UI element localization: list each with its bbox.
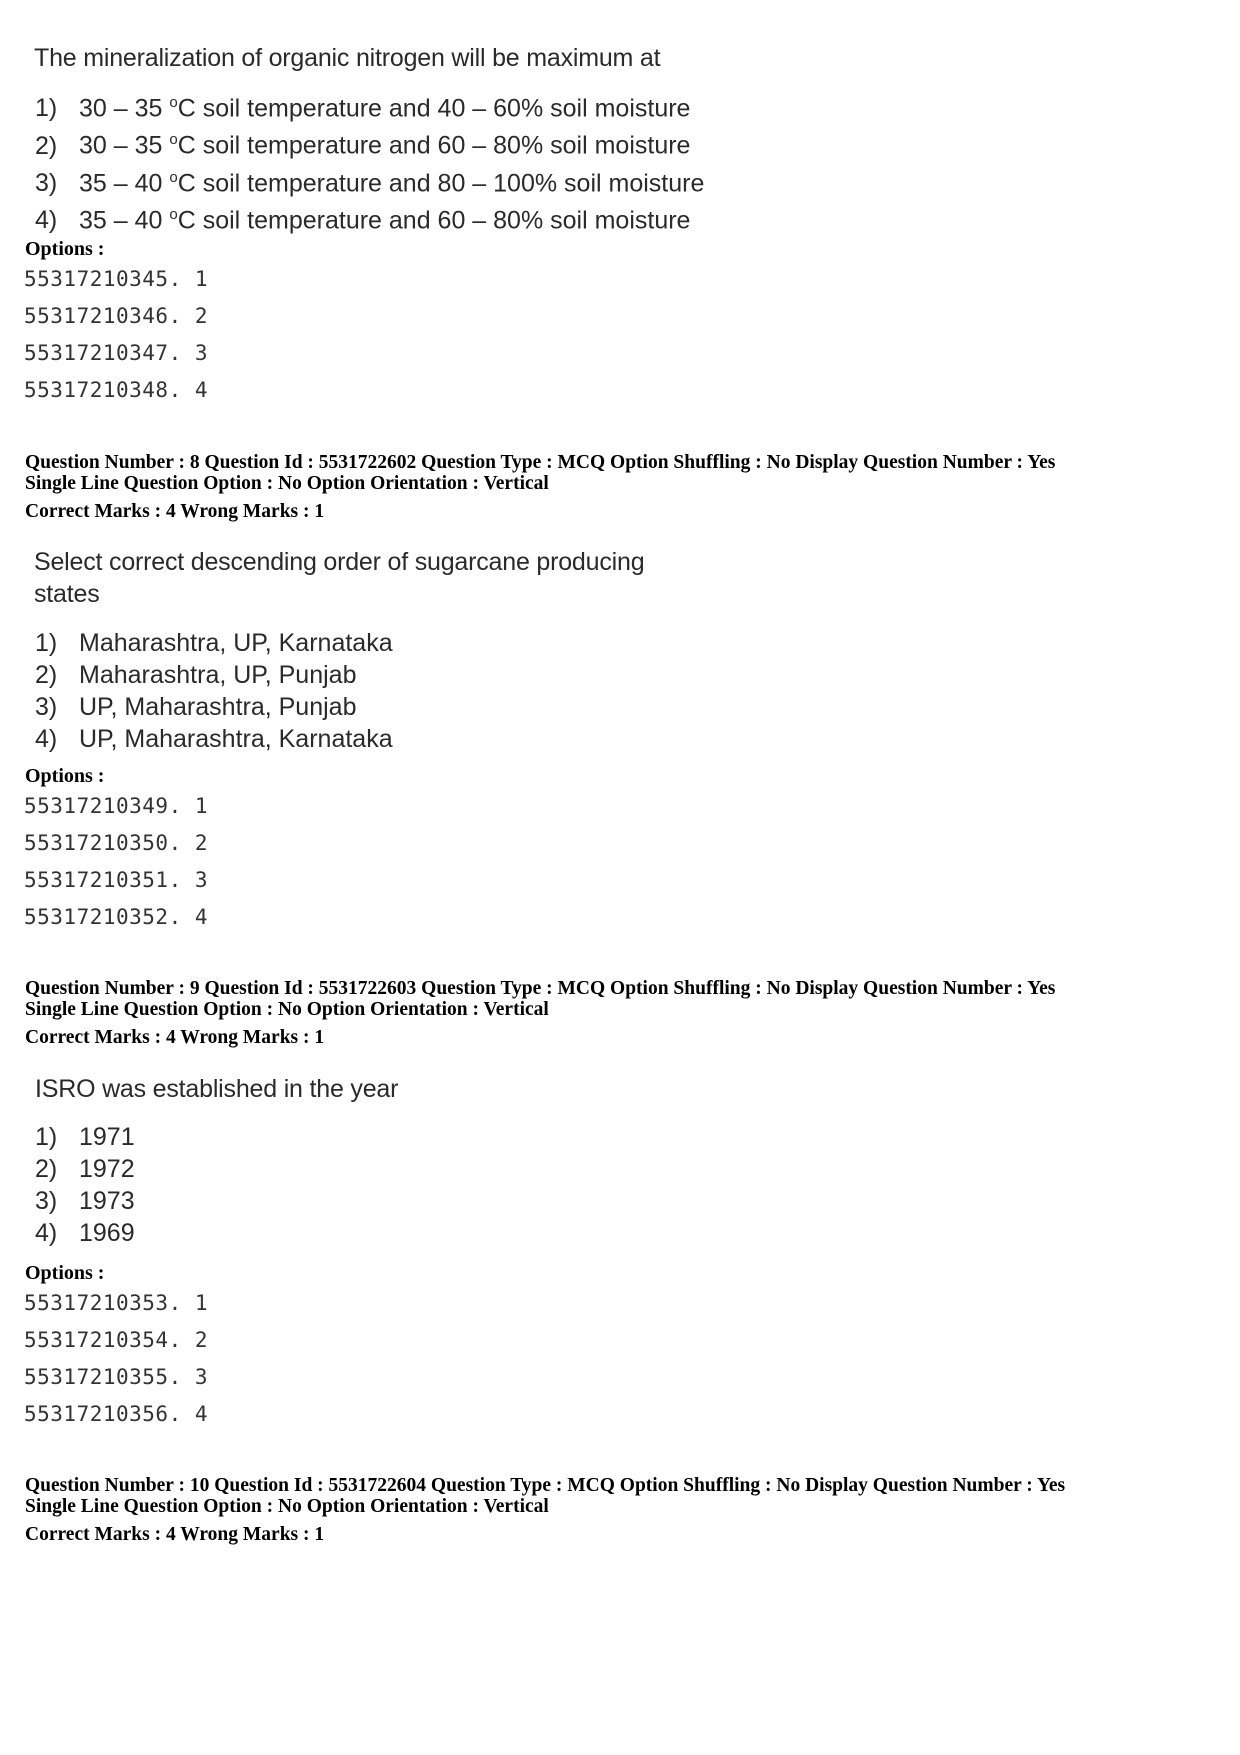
question-8-meta-line2: Single Line Question Option : No Option Orientation : Vertical (25, 473, 549, 494)
question-7-choice: 2) 30 – 35 $^o$C soil temperature and 60 – 80% soil moisture (35, 131, 691, 160)
option-id: 55317210350. 2 (24, 831, 209, 855)
question-7-choice: 1) 30 – 35 $^o$C soil temperature and 40 – 60% soil moisture (35, 94, 691, 123)
question-8-meta: Question Number : 8 Question Id : 5531722602 Question Type : MCQ Option Shuffling : No Display Question Number : Yes (25, 452, 1056, 473)
question-8-choice: 2) Maharashtra, UP, Punjab (35, 661, 357, 689)
question-7-image (34, 42, 704, 236)
option-id: 55317210355. 3 (24, 1365, 209, 1389)
option-id: 55317210354. 2 (24, 1328, 209, 1352)
option-id: 55317210352. 4 (24, 905, 209, 929)
option-id: 55317210347. 3 (24, 341, 209, 365)
question-8-marks: Correct Marks : 4 Wrong Marks : 1 (25, 501, 325, 522)
question-8-text: Select correct descending order of sugarcane producing states (34, 548, 645, 608)
options-label: Options : (25, 1262, 105, 1284)
question-9-meta-line2: Single Line Question Option : No Option Orientation : Vertical (25, 999, 549, 1020)
question-8-choice: 1) Maharashtra, UP, Karnataka (35, 629, 393, 657)
question-10-meta: Question Number : 10 Question Id : 5531722604 Question Type : MCQ Option Shuffling : No Display Question Number : Yes (25, 1475, 1066, 1496)
question-8-choice: 4) UP, Maharashtra, Karnataka (35, 725, 393, 753)
question-9-choice: 1) 1971 (35, 1123, 135, 1151)
question-9-choice: 3) 1973 (35, 1187, 135, 1215)
options-label: Options : (25, 765, 105, 787)
option-id: 55317210348. 4 (24, 378, 209, 402)
option-id: 55317210351. 3 (24, 868, 209, 892)
question-7-choice: 3) 35 – 40 $^o$C soil temperature and 80 – 100% soil moisture (35, 168, 705, 197)
question-8-choice: 3) UP, Maharashtra, Punjab (35, 693, 357, 721)
question-9-marks: Correct Marks : 4 Wrong Marks : 1 (25, 1027, 325, 1048)
question-8-image (34, 546, 644, 755)
question-7-text: The mineralization of organic nitrogen will be maximum at (34, 44, 661, 72)
options-label: Options : (25, 238, 105, 260)
question-9-choice: 2) 1972 (35, 1155, 135, 1183)
question-7-choice: 4) 35 – 40 $^o$C soil temperature and 60 – 80% soil moisture (35, 205, 691, 235)
option-id: 55317210353. 1 (24, 1291, 209, 1315)
question-9-choice: 4) 1969 (35, 1219, 135, 1247)
question-10-meta-line2: Single Line Question Option : No Option Orientation : Vertical (25, 1496, 549, 1517)
option-id: 55317210356. 4 (24, 1402, 209, 1426)
option-id: 55317210345. 1 (24, 267, 209, 291)
question-10-marks: Correct Marks : 4 Wrong Marks : 1 (25, 1524, 325, 1545)
option-id: 55317210349. 1 (24, 794, 209, 818)
question-9-image (35, 1073, 398, 1249)
question-9-meta: Question Number : 9 Question Id : 5531722603 Question Type : MCQ Option Shuffling : No Display Question Number : Yes (25, 978, 1056, 999)
question-9-text: ISRO was established in the year (35, 1075, 399, 1103)
option-id: 55317210346. 2 (24, 304, 209, 328)
